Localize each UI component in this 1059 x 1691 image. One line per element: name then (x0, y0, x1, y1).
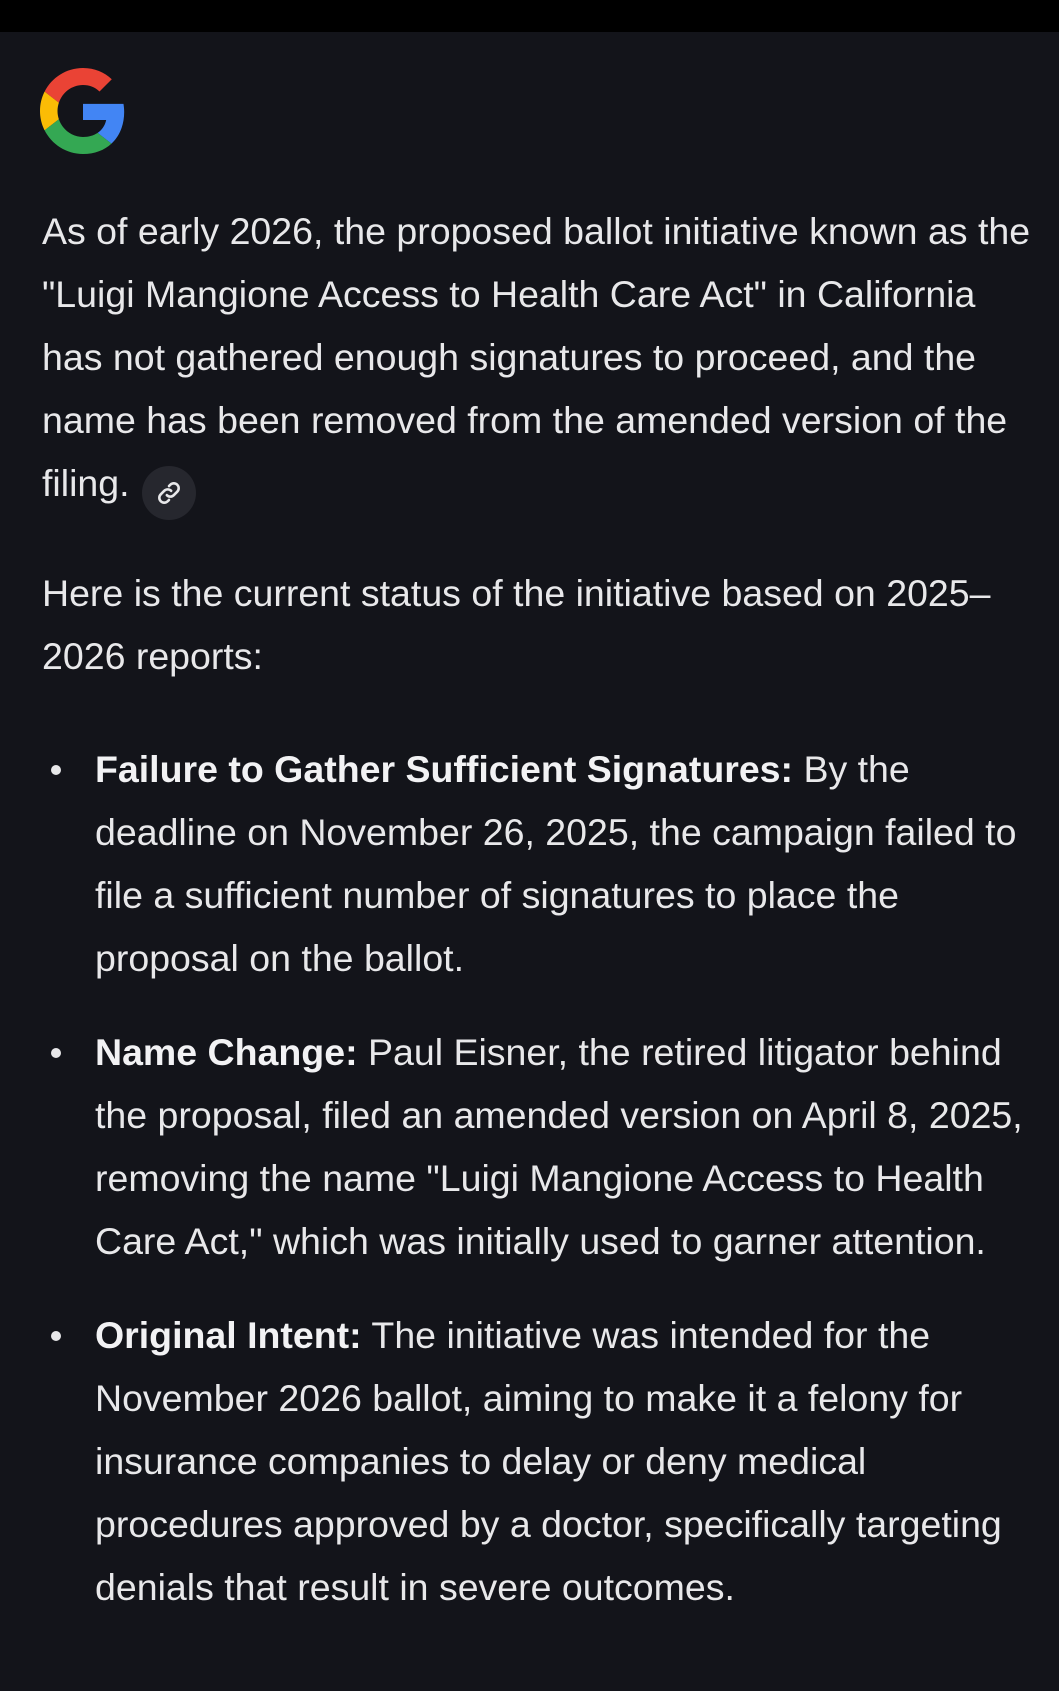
list-item (42, 1304, 1032, 1619)
bullet-title: Name Change: (95, 1031, 358, 1073)
intro-text: As of early 2026, the proposed ballot initiative known as the "Luigi Mangione Access to Health Care Act" in California has not gathered enough signatures to proceed, and the name has been removed from the amended version of the filing. (42, 210, 1031, 504)
google-g-icon (40, 68, 126, 154)
bullet-title: Original Intent: (95, 1314, 362, 1356)
intro-paragraph (42, 200, 1032, 520)
status-bar (0, 0, 1059, 32)
list-item (42, 1021, 1032, 1273)
bullet-text: The initiative was intended for the November 2026 ballot, aiming to make it a felony for insurance companies to delay or deny medical procedures approved by a doctor, specifically targeting denials that result in severe outcomes. (95, 1314, 1002, 1608)
bullet-text: Paul Eisner, the retired litigator behind the proposal, filed an amended version on April 8, 2025, removing the name "Luigi Mangione Access to Health Care Act," which was initially used to garner attention. (95, 1031, 1023, 1262)
status-intro-paragraph: Here is the current status of the initiative based on 2025–2026 reports: (42, 572, 991, 677)
source-link-button[interactable] (142, 466, 196, 520)
link-icon (156, 480, 182, 506)
list-item (42, 738, 1032, 990)
response-panel (0, 32, 1059, 1691)
status-list (42, 738, 1032, 1619)
bullet-text: By the deadline on November 26, 2025, the campaign failed to file a sufficient number of signatures to place the proposal on the ballot. (95, 748, 1017, 979)
answer-content (42, 200, 1032, 1619)
bullet-title: Failure to Gather Sufficient Signatures: (95, 748, 794, 790)
